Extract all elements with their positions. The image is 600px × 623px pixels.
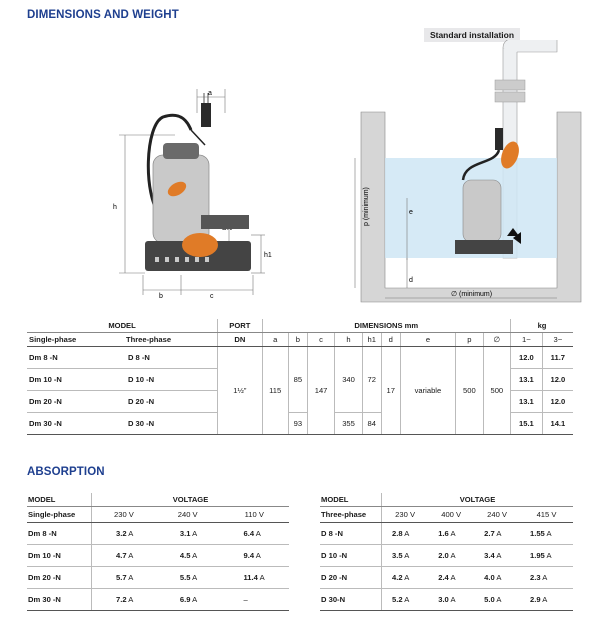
th-col-diam: ∅	[483, 333, 510, 347]
table-cell: 3.2 A	[92, 523, 156, 545]
table-cell: 1.95 A	[520, 545, 573, 567]
table-cell: 15.1	[511, 413, 543, 435]
table-cell: 4.7 A	[92, 545, 156, 567]
table-cell: 9.4 A	[220, 545, 290, 567]
table-cell: 11.4 A	[220, 567, 290, 589]
table-cell: 2.9 A	[520, 589, 573, 611]
th-kg: kg	[511, 319, 573, 333]
cell-dn: 1½”	[218, 347, 262, 435]
th-abs2-v2: 240 V	[474, 507, 520, 523]
table-cell: 5.5 A	[156, 567, 220, 589]
cell-b-bottom: 93	[288, 413, 307, 435]
table-cell: D 20 -N	[126, 391, 218, 413]
table-cell: 14.1	[542, 413, 573, 435]
table-cell: Dm 10 -N	[27, 369, 126, 391]
th-dimensions: DIMENSIONS mm	[262, 319, 511, 333]
cell-diam: 500	[483, 347, 510, 435]
table-cell: 4.0 A	[474, 567, 520, 589]
table-cell: Dm 30 -N	[27, 413, 126, 435]
th-single-phase: Single-phase	[27, 333, 126, 347]
th-abs1-phase: Single-phase	[27, 507, 92, 523]
th-abs1-v0: 230 V	[92, 507, 156, 523]
table-cell: 1.6 A	[428, 523, 474, 545]
th-three-phase: Three-phase	[126, 333, 218, 347]
table-cell: 5.2 A	[382, 589, 429, 611]
table-cell: 3.5 A	[382, 545, 429, 567]
cell-h1-bottom: 84	[362, 413, 381, 435]
table-cell: 13.1	[511, 391, 543, 413]
th-col-p: p	[456, 333, 483, 347]
th-abs1-v1: 240 V	[156, 507, 220, 523]
pump-dimension-drawing	[105, 85, 280, 300]
dimensions-title: DIMENSIONS AND WEIGHT	[27, 9, 179, 21]
th-abs2-v3: 415 V	[520, 507, 573, 523]
table-cell: 6.9 A	[156, 589, 220, 611]
table-cell: 5.7 A	[92, 567, 156, 589]
table-cell: D 8 -N	[320, 523, 382, 545]
table-cell: 2.0 A	[428, 545, 474, 567]
cell-h1-top: 72	[362, 347, 381, 413]
absorption-title: ABSORPTION	[27, 466, 105, 478]
table-cell: 12.0	[542, 369, 573, 391]
table-cell: Dm 30 -N	[27, 589, 92, 611]
table-cell: 11.7	[542, 347, 573, 369]
th-kg-1: 1~	[511, 333, 543, 347]
th-port: PORT	[218, 319, 262, 333]
table-cell: 4.5 A	[156, 545, 220, 567]
th-col-e: e	[400, 333, 455, 347]
table-cell: D 8 -N	[126, 347, 218, 369]
table-cell: Dm 20 -N	[27, 391, 126, 413]
th-abs1-voltage: VOLTAGE	[92, 493, 290, 507]
cell-h-top: 340	[335, 347, 362, 413]
table-cell: Dm 20 -N	[27, 567, 92, 589]
table-cell: 7.2 A	[92, 589, 156, 611]
dim-label-h: h	[113, 204, 117, 211]
table-cell: D 30-N	[320, 589, 382, 611]
table-cell: 3.1 A	[156, 523, 220, 545]
th-abs2-model: MODEL	[320, 493, 382, 507]
absorption-single-phase-table	[27, 493, 289, 611]
table-cell: D 10 -N	[126, 369, 218, 391]
table-cell: D 20 -N	[320, 567, 382, 589]
table-cell: 12.0	[511, 347, 543, 369]
th-abs2-phase: Three-phase	[320, 507, 382, 523]
th-abs1-model: MODEL	[27, 493, 92, 507]
table-cell: 2.7 A	[474, 523, 520, 545]
th-abs2-v0: 230 V	[382, 507, 429, 523]
th-dn: DN	[218, 333, 262, 347]
table-cell: 5.0 A	[474, 589, 520, 611]
dim-label-p-minimum: p (minimum)	[363, 187, 370, 226]
plug-icon	[201, 103, 211, 127]
table-cell: 6.4 A	[220, 523, 290, 545]
th-col-b: b	[288, 333, 307, 347]
table-cell: D 30 -N	[126, 413, 218, 435]
table-cell: Dm 8 -N	[27, 347, 126, 369]
table-cell: 3.4 A	[474, 545, 520, 567]
table-cell: D 10 -N	[320, 545, 382, 567]
th-abs2-v1: 400 V	[428, 507, 474, 523]
dim-label-diam-minimum: ∅ (minimum)	[451, 291, 493, 298]
th-col-d: d	[381, 333, 400, 347]
th-col-c: c	[307, 333, 334, 347]
th-abs1-v2: 110 V	[220, 507, 290, 523]
absorption-three-phase-table	[320, 493, 573, 611]
cell-b-top: 85	[288, 347, 307, 413]
dim-label-h1: h1	[264, 252, 272, 259]
dim-label-c: c	[210, 293, 214, 300]
table-cell: 2.8 A	[382, 523, 429, 545]
dimensions-table	[27, 319, 573, 435]
pump-body	[153, 155, 209, 243]
cell-c: 147	[307, 347, 334, 435]
cell-d: 17	[381, 347, 400, 435]
th-model: MODEL	[27, 319, 218, 333]
float-switch-icon	[182, 233, 218, 257]
dim-label-e: e	[409, 209, 413, 216]
th-kg-3: 3~	[542, 333, 573, 347]
dim-label-d: d	[409, 277, 413, 284]
table-cell: 2.3 A	[520, 567, 573, 589]
th-col-h1: h1	[362, 333, 381, 347]
cell-p: 500	[456, 347, 483, 435]
th-col-h: h	[335, 333, 362, 347]
cell-h-bottom: 355	[335, 413, 362, 435]
cell-a: 115	[262, 347, 288, 435]
cell-e: variable	[400, 347, 455, 435]
table-cell: 4.2 A	[382, 567, 429, 589]
table-cell: 2.4 A	[428, 567, 474, 589]
dim-label-a: a	[208, 90, 212, 97]
installation-drawing	[345, 40, 585, 305]
standard-installation-caption: Standard installation	[424, 28, 520, 42]
table-cell: –	[220, 589, 290, 611]
table-cell: Dm 8 -N	[27, 523, 92, 545]
table-cell: 3.0 A	[428, 589, 474, 611]
table-cell: 13.1	[511, 369, 543, 391]
dim-label-b: b	[159, 293, 163, 300]
table-cell: 12.0	[542, 391, 573, 413]
th-col-a: a	[262, 333, 288, 347]
th-abs2-voltage: VOLTAGE	[382, 493, 574, 507]
table-cell: 1.55 A	[520, 523, 573, 545]
table-cell: Dm 10 -N	[27, 545, 92, 567]
